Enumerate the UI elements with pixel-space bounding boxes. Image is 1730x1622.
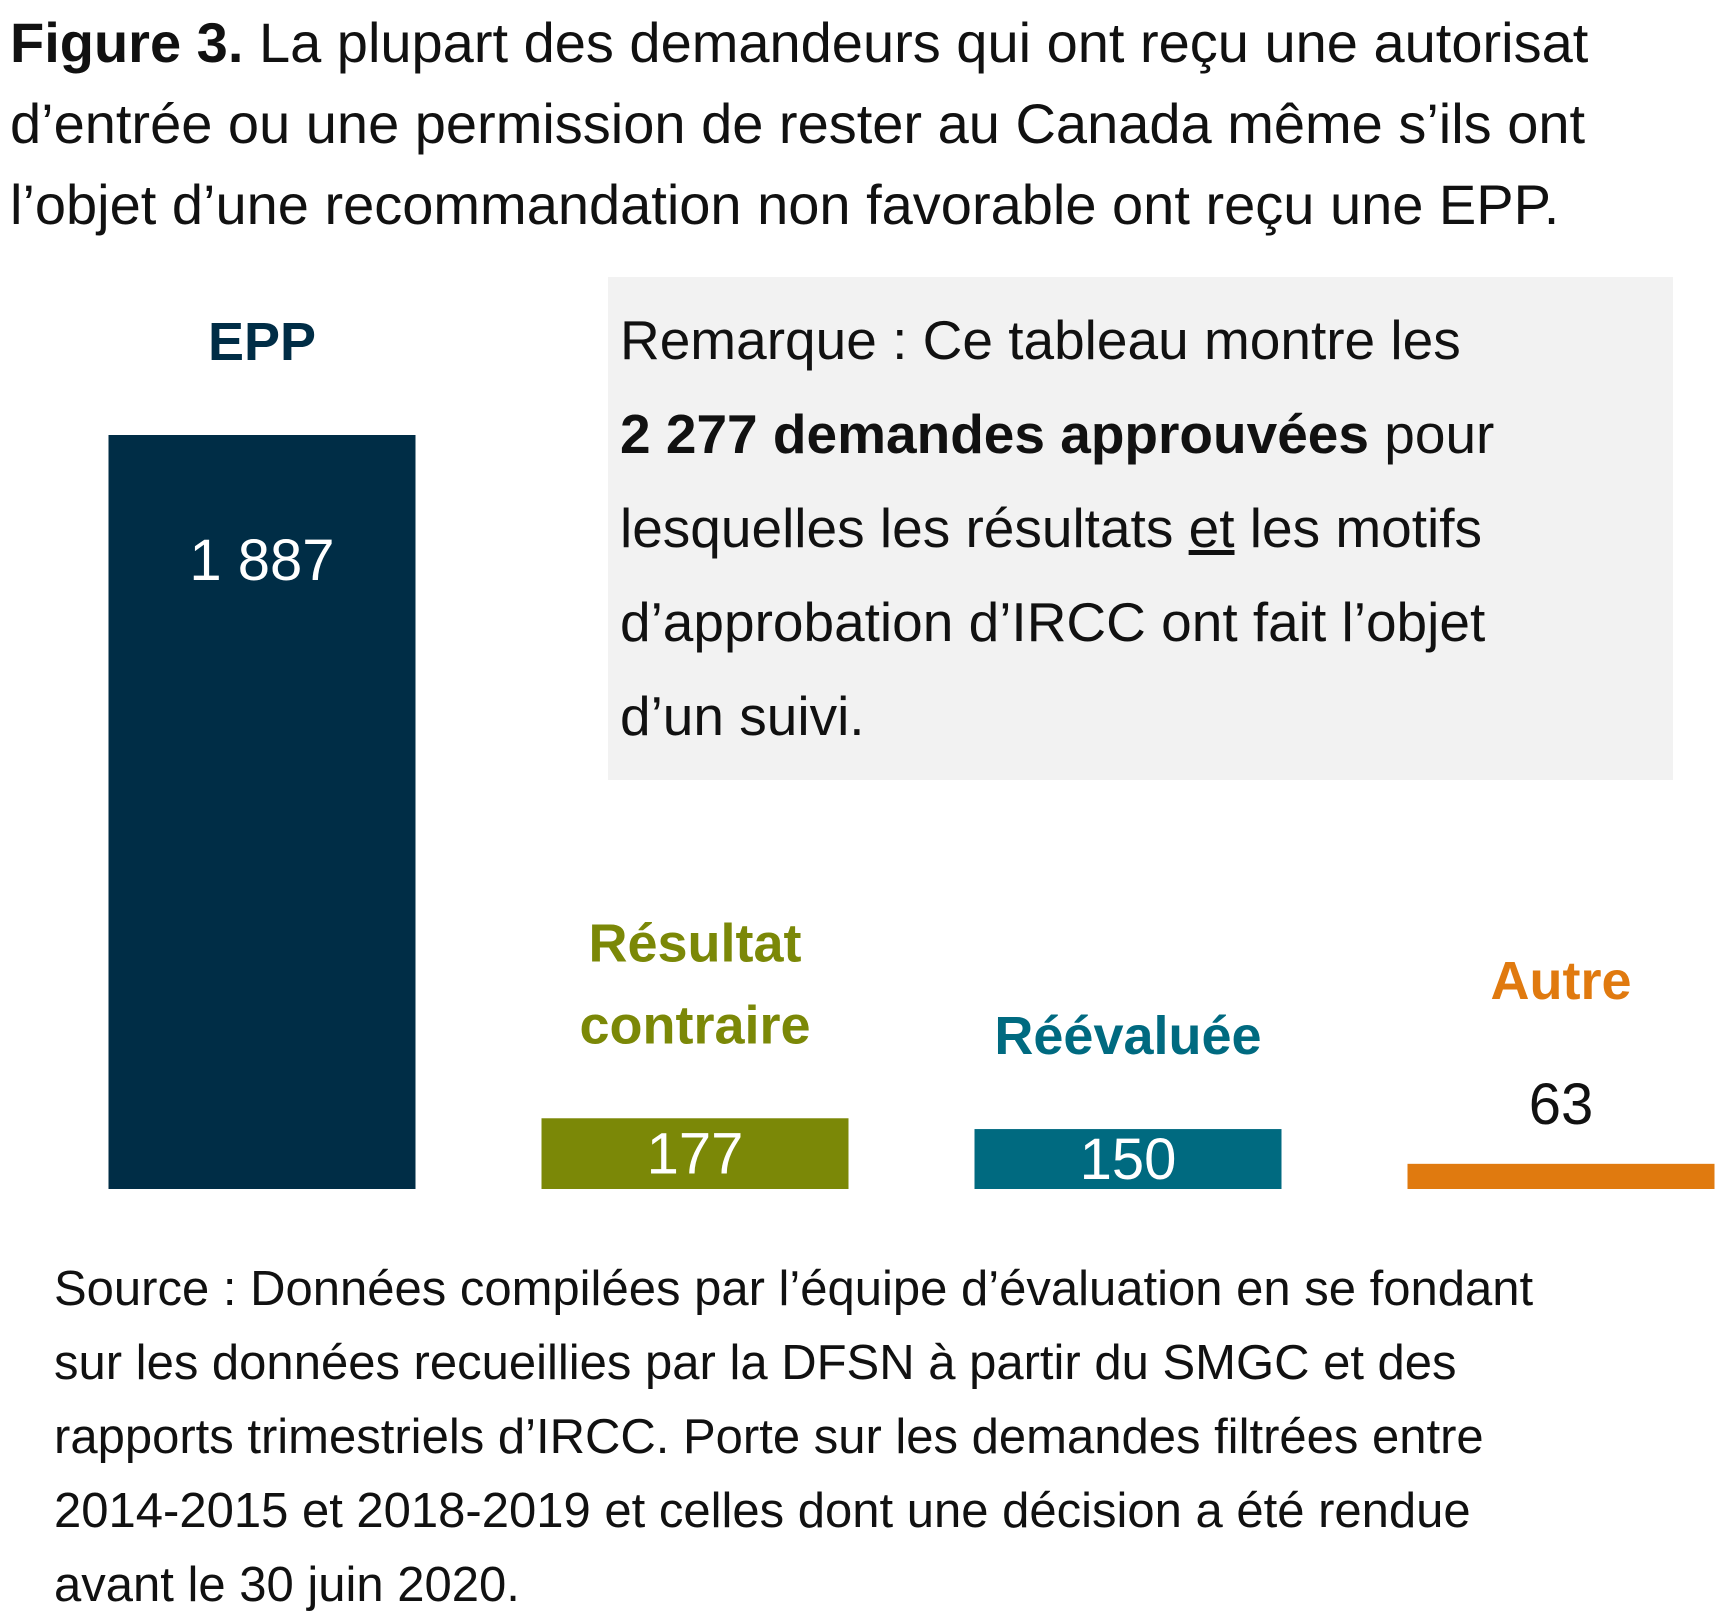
note-box — [608, 277, 1673, 780]
note-line-2-rest: pour — [1368, 403, 1495, 465]
value-label-resultat-contraire: 177 — [646, 1121, 744, 1187]
title-text-1: La plupart des demandeurs qui ont reçu une autorisat — [243, 11, 1589, 74]
source-line-2: sur les données recueillies par la DFSN à partir du SMGC et des — [54, 1336, 1457, 1390]
source-line-3: rapports trimestriels d’IRCC. Porte sur les demandes filtrées entre — [54, 1410, 1484, 1464]
title-line-3: l’objet d’une recommandation non favorable ont reçu une EPP. — [10, 173, 1560, 236]
note-line-3-a: lesquelles les résultats — [620, 497, 1189, 559]
source-line-1: Source : Données compilées par l’équipe d’évaluation en se fondant — [54, 1262, 1534, 1316]
category-label-reevaluee: Réévaluée — [994, 1006, 1262, 1067]
value-label-epp: 1 887 — [189, 528, 335, 593]
value-label-reevaluee: 150 — [1079, 1127, 1177, 1193]
note-line-3 — [620, 481, 1663, 575]
note-line-5: d’un suivi. — [620, 685, 865, 747]
note-line-4: d’approbation d’IRCC ont fait l’objet — [620, 591, 1486, 653]
bar-autre — [1408, 1164, 1715, 1189]
note-line-3-b: les motifs — [1234, 497, 1483, 559]
source-line-4: 2014-2015 et 2018-2019 et celles dont une décision a été rendue — [54, 1484, 1471, 1538]
note-underlined-word: et — [1188, 497, 1235, 559]
title-line-2: d’entrée ou une permission de rester au Canada même s’ils ont — [10, 92, 1586, 155]
category-label-epp: EPP — [207, 312, 317, 372]
figure-number: Figure 3. — [10, 11, 244, 74]
category-label-autre: Autre — [1490, 950, 1632, 1011]
source-line-5: avant le 30 juin 2020. — [54, 1558, 520, 1612]
source-note — [54, 1252, 1719, 1622]
note-line-1: Remarque : Ce tableau montre les — [620, 309, 1461, 371]
category-label-resultat-contraire-line-2: contraire — [579, 995, 811, 1056]
note-approved-count: 2 277 demandes approuvées — [620, 403, 1369, 465]
value-label-autre: 63 — [1528, 1071, 1594, 1137]
note-line-2 — [620, 387, 1663, 481]
category-label-resultat-contraire-line-1: Résultat — [588, 913, 802, 974]
